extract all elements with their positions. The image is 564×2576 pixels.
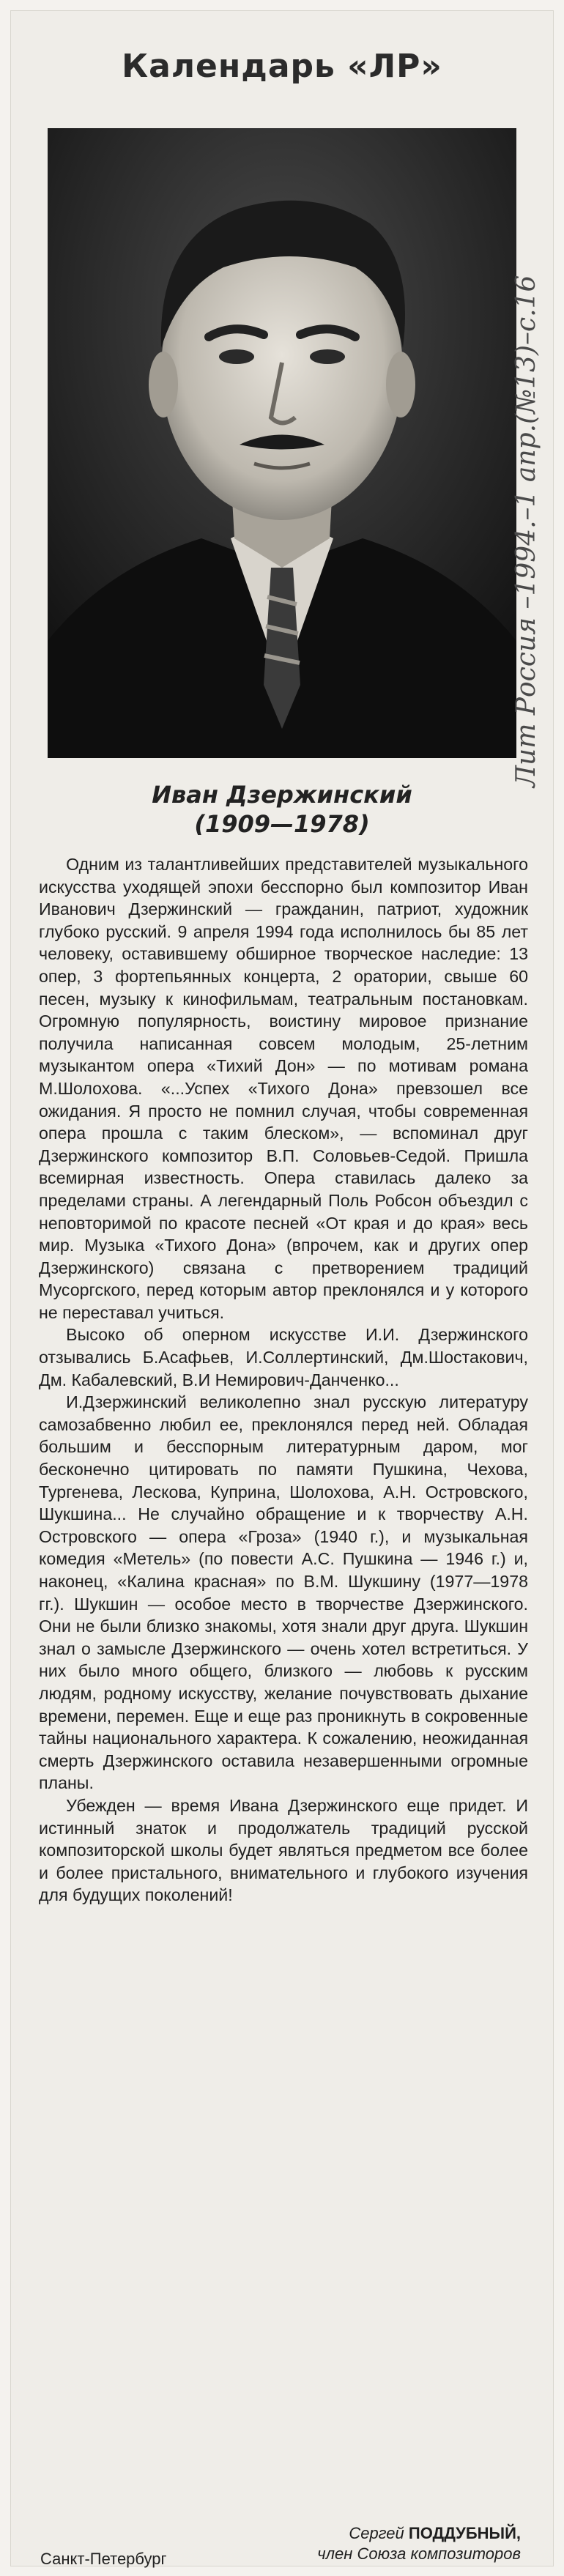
caption-years: (1909—1978)	[194, 810, 370, 838]
handwritten-margin-note	[505, 40, 552, 802]
calendar-heading: Календарь «ЛР»	[122, 48, 442, 85]
author-line	[317, 2523, 521, 2544]
author-first-name: Сергей	[349, 2524, 404, 2542]
portrait-image	[48, 128, 516, 758]
photo-caption	[40, 780, 524, 839]
caption-name: Иван Дзержинский	[152, 781, 412, 809]
article-paragraph: Высоко об оперном искусстве И.И. Дзержинского отзывались Б.Асафьев, И.Соллертинский, Дм.Шостакович, Дм. Кабалевский, В.И Немирович-Данченко...	[39, 1325, 528, 1389]
article-paragraph: И.Дзержинский великолепно знал русскую литературу самозабвенно любил ее, преклонялся перед ней. Обладая большим и бесспорным литературным даром, мог бесконечно цитировать по памяти Пушкина, Чехова, Тургенева, Лескова, Куприна, Шолохова, А.Н. Островского, Шукшина... Не случайно обращение и к творчеству А.Н. Островского — опера «Гроза» (1940 г.), и музыкальная комедия «Метель» (по повести А.С. Пушкина — 1946 г.) и, наконец, «Калина красная» по В.М. Шукшину (1977—1978 гг.). Шукшин — особое место в творчестве Дзержинского. Они не были близко знакомы, хотя знали друг друга. Шукшин знал о замысле Дзержинского — очень хотел встретиться. У них было много общего, близкого — любовь к русским людям, родному искусству, желание почувствовать дыхание времени, перемен. Еще и еще раз проникнуть в сокровенные тайны национального характера. К сожалению, неожиданная смерть Дзержинского оставила незавершенными огромные планы.	[39, 1392, 528, 1793]
article-paragraph: Убежден — время Ивана Дзержинского еще придет. И истинный знаток и продолжатель традиций русской композиторской школы будет являться предметом все более и более пристального, внимательного и глубокого изучения для будущих поколений!	[39, 1795, 528, 1905]
margin-note-text: Лит Россия –1994.–1 апр.(№13)–с.16	[511, 275, 541, 787]
newspaper-clipping	[10, 10, 554, 2566]
author-surname: ПОДДУБНЫЙ,	[408, 2524, 521, 2542]
article-paragraph: Одним из талантливейших представителей музыкального искусства уходящей эпохи бесспорно был композитор Иван Иванович Дзержинский — гражданин, патриот, художник глубоко русский. 9 апреля 1994 года исполнилось бы 85 лет человеку, оставившему обширное творческое наследие: 13 опер, 3 фортепьянных концерта, 2 оратории, свыше 60 песен, музыку к кинофильмам, театральным постановкам. Огромную популярность, воистину мировое признание получила написанная совсем молодым, 25-летним музыкантом опера «Тихий Дон» — по мотивам романа М.Шолохова. «...Успех «Тихого Дона» превзошел все ожидания. Я просто не помнил случая, чтобы современная опера прошла с таким блеском», — вспоминал друг Дзержинского композитор В.П. Соловьев-Седой. Пришла всемирная известность. Опера ставилась далеко за пределами страны. А легендарный Поль Робсон объездил с неповторимой по красоте песней «От края и до края» весь мир. Музыка «Тихого Дона» (впрочем, как и других опер Дзержинского) связана с претворением традиций Мусоргского, перед которым автор преклонялся и у которого не переставал учиться.	[39, 855, 528, 1322]
author-signature	[317, 2523, 521, 2564]
author-title: член Союза композиторов	[317, 2545, 521, 2563]
article-body	[39, 853, 528, 1907]
portrait-photo	[48, 128, 516, 758]
city-label: Санкт-Петербург	[40, 2550, 167, 2568]
handwritten-note-image	[505, 40, 552, 802]
